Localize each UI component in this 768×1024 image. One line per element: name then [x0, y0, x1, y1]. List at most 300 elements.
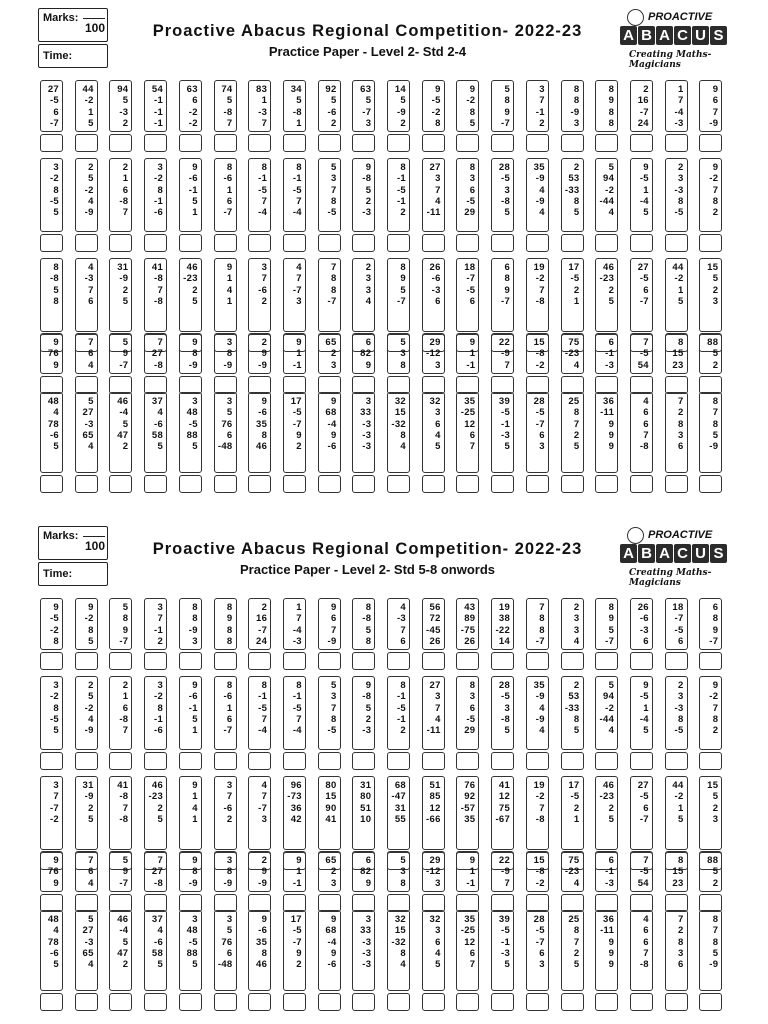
- answer-box[interactable]: [526, 752, 549, 770]
- answer-box[interactable]: [248, 993, 271, 1011]
- problem-number: 8: [296, 680, 302, 691]
- answer-box[interactable]: [595, 993, 618, 1011]
- marks-label: Marks:: [43, 12, 79, 24]
- problem-number: 7: [504, 877, 511, 889]
- answer-box[interactable]: [561, 475, 584, 493]
- problem-number: 5: [192, 441, 198, 453]
- problem-number: -2: [188, 106, 198, 118]
- numbers-box: [75, 258, 98, 332]
- answer-box[interactable]: [422, 652, 445, 670]
- answer-box[interactable]: [283, 475, 306, 493]
- problem-number: -23: [599, 273, 615, 285]
- problem-number: 8: [712, 396, 719, 407]
- answer-box[interactable]: [456, 652, 479, 670]
- answer-box[interactable]: [179, 134, 202, 152]
- problem-number: 5: [504, 84, 511, 95]
- numbers-box: [595, 80, 618, 132]
- answer-box[interactable]: [144, 234, 167, 252]
- answer-box[interactable]: [214, 475, 237, 493]
- answer-box[interactable]: [665, 475, 688, 493]
- problem-number: 5: [122, 337, 129, 348]
- problem-number: -1: [396, 195, 406, 207]
- problem-number: 1: [122, 173, 129, 185]
- answer-box[interactable]: [526, 134, 549, 152]
- answer-box[interactable]: [40, 993, 63, 1011]
- problem-number: 4: [88, 713, 94, 725]
- numbers-box: [179, 598, 202, 650]
- answer-box[interactable]: [699, 134, 722, 152]
- problem-number: 72: [429, 613, 441, 625]
- problem-number: 6: [365, 337, 372, 348]
- answer-box[interactable]: [491, 652, 514, 670]
- problem-number: 8: [469, 680, 476, 691]
- answer-box[interactable]: [144, 993, 167, 1011]
- problem-number: -57: [460, 802, 476, 814]
- answer-box[interactable]: [699, 475, 722, 493]
- numbers-box: [491, 392, 514, 473]
- answer-box[interactable]: [630, 752, 653, 770]
- problem-number: -1: [501, 418, 511, 430]
- problem-number: 8: [53, 262, 59, 273]
- problem-number: 7: [261, 791, 268, 803]
- problem-number: 54: [637, 877, 649, 889]
- problem-number: 36: [290, 802, 302, 814]
- answer-box[interactable]: [75, 475, 98, 493]
- logo-letter: B: [638, 26, 655, 45]
- answer-box[interactable]: [75, 134, 98, 152]
- logo-letter: U: [692, 544, 709, 563]
- problem-number: -2: [535, 273, 545, 285]
- answer-box[interactable]: [248, 475, 271, 493]
- answer-box[interactable]: [630, 475, 653, 493]
- numbers-box: [526, 158, 549, 232]
- problem-number: 4: [643, 914, 649, 925]
- answer-box[interactable]: [214, 652, 237, 670]
- problem-number: 47: [117, 947, 129, 959]
- answer-box[interactable]: [387, 134, 410, 152]
- answer-box[interactable]: [352, 752, 375, 770]
- problem-number: 92: [325, 84, 337, 95]
- answer-box[interactable]: [109, 134, 132, 152]
- answer-box[interactable]: [144, 134, 167, 152]
- answer-box[interactable]: [144, 752, 167, 770]
- answer-box[interactable]: [630, 234, 653, 252]
- problem-number: 9: [192, 680, 198, 691]
- answer-box[interactable]: [40, 652, 63, 670]
- answer-box[interactable]: [40, 134, 63, 152]
- answer-box[interactable]: [283, 652, 306, 670]
- answer-box[interactable]: [491, 752, 514, 770]
- problem-number: 12: [429, 802, 441, 814]
- problem-number: 7: [573, 418, 580, 430]
- answer-box[interactable]: [109, 993, 132, 1011]
- globe-icon: [627, 9, 644, 26]
- problem-number: 9: [226, 613, 233, 625]
- problem-number: 4: [573, 877, 580, 889]
- page-title: Proactive Abacus Regional Competition- 2022-23: [152, 540, 583, 558]
- problem-number: 5: [608, 162, 615, 173]
- answer-box[interactable]: [318, 652, 341, 670]
- problem-number: 2: [296, 959, 302, 971]
- problem-number: -8: [49, 273, 59, 285]
- answer-box[interactable]: [109, 752, 132, 770]
- problem-number: 6: [365, 855, 372, 866]
- answer-box[interactable]: [491, 134, 514, 152]
- problem-number: 51: [429, 780, 441, 791]
- answer-box[interactable]: [387, 993, 410, 1011]
- answer-box[interactable]: [109, 652, 132, 670]
- problem-number: 48: [186, 407, 198, 419]
- answer-box[interactable]: [595, 475, 618, 493]
- problem-number: 28: [498, 162, 511, 173]
- answer-box[interactable]: [526, 993, 549, 1011]
- problem-number: -9: [258, 877, 268, 889]
- answer-box[interactable]: [40, 234, 63, 252]
- problem-number: 4: [88, 359, 94, 371]
- problem-number: -48: [217, 959, 233, 971]
- problem-number: -9: [535, 173, 545, 185]
- answer-box[interactable]: [144, 475, 167, 493]
- marks-fraction-line: [83, 18, 105, 19]
- problem-number: 8: [573, 95, 580, 107]
- answer-box[interactable]: [387, 652, 410, 670]
- answer-box[interactable]: [40, 475, 63, 493]
- numbers-box: [214, 158, 237, 232]
- problem-number: 1: [226, 184, 233, 196]
- logo-letter: S: [710, 26, 727, 45]
- answer-box[interactable]: [318, 475, 341, 493]
- numbers-box: [387, 333, 410, 374]
- problem-number: 5: [400, 95, 406, 107]
- answer-box[interactable]: [75, 652, 98, 670]
- problem-number: 9: [296, 947, 302, 959]
- problem-number: 6: [226, 713, 233, 725]
- answer-box[interactable]: [456, 234, 479, 252]
- numbers-box: [109, 676, 132, 750]
- numbers-box: [248, 776, 271, 850]
- problem-number: 9: [53, 855, 59, 866]
- problem-number: 2: [296, 441, 302, 453]
- answer-box[interactable]: [248, 752, 271, 770]
- problem-number: -5: [292, 184, 302, 196]
- answer-box[interactable]: [526, 652, 549, 670]
- problem-number: 9: [365, 162, 372, 173]
- numbers-box: [352, 676, 375, 750]
- answer-box[interactable]: [318, 752, 341, 770]
- problem-number: 8: [678, 713, 684, 725]
- answer-box[interactable]: [179, 652, 202, 670]
- problem-number: -5: [431, 95, 441, 107]
- numbers-box: [352, 776, 375, 850]
- marks-fraction-line: [83, 536, 105, 537]
- numbers-box: [75, 851, 98, 892]
- problem-number: 7: [88, 284, 94, 296]
- answer-box[interactable]: [179, 234, 202, 252]
- problem-number: 8: [157, 184, 164, 196]
- problem-number: 8: [400, 359, 406, 371]
- numbers-box: [526, 392, 549, 473]
- problem-number: 1: [122, 691, 129, 703]
- problem-number: 1: [88, 106, 94, 118]
- problem-number: 19: [498, 602, 511, 613]
- answer-box[interactable]: [352, 234, 375, 252]
- answer-box[interactable]: [699, 652, 722, 670]
- numbers-box: [75, 333, 98, 374]
- numbers-box: [456, 392, 479, 473]
- problem-number: -32: [391, 418, 406, 430]
- problem-number: 35: [464, 813, 476, 825]
- problem-number: -9: [84, 791, 94, 803]
- answer-box[interactable]: [526, 234, 549, 252]
- answer-box[interactable]: [214, 752, 237, 770]
- problem-number: -3: [639, 624, 649, 636]
- problem-number: 8: [331, 195, 337, 207]
- problem-number: 9: [331, 914, 337, 925]
- answer-box[interactable]: [665, 134, 688, 152]
- problem-number: 2: [122, 117, 129, 129]
- answer-box[interactable]: [491, 475, 514, 493]
- problem-number: 5: [192, 959, 198, 971]
- problem-number: -8: [639, 441, 649, 453]
- problem-number: 8: [400, 877, 406, 889]
- problem-number: 2: [88, 680, 94, 691]
- answer-box[interactable]: [595, 752, 618, 770]
- answer-box[interactable]: [283, 134, 306, 152]
- answer-box[interactable]: [561, 234, 584, 252]
- numbers-box: [214, 910, 237, 991]
- problem-number: 5: [88, 173, 94, 185]
- answer-box[interactable]: [318, 134, 341, 152]
- answer-box[interactable]: [387, 234, 410, 252]
- answer-box[interactable]: [109, 234, 132, 252]
- answer-box[interactable]: [214, 234, 237, 252]
- numbers-box: [352, 598, 375, 650]
- answer-box[interactable]: [422, 475, 445, 493]
- problem-number: -7: [535, 418, 545, 430]
- problem-number: 29: [429, 855, 441, 866]
- problem-number: 55: [394, 813, 406, 825]
- problem-number: 5: [88, 813, 94, 825]
- answer-box[interactable]: [352, 475, 375, 493]
- problem-number: -8: [154, 273, 164, 285]
- answer-box[interactable]: [630, 134, 653, 152]
- problem-number: 17: [568, 262, 580, 273]
- problem-number: 7: [226, 117, 233, 129]
- numbers-box: [665, 258, 688, 332]
- problem-number: 39: [498, 396, 511, 407]
- answer-box[interactable]: [283, 993, 306, 1011]
- marks-box: [38, 8, 108, 42]
- problem-number: 7: [296, 273, 302, 285]
- problem-number: 3: [400, 348, 406, 360]
- answer-box[interactable]: [248, 652, 271, 670]
- numbers-box: [526, 80, 549, 132]
- answer-box[interactable]: [561, 652, 584, 670]
- answer-box[interactable]: [214, 134, 237, 152]
- answer-box[interactable]: [352, 134, 375, 152]
- numbers-box: [352, 910, 375, 991]
- answer-box[interactable]: [456, 993, 479, 1011]
- problem-number: 9: [122, 348, 129, 360]
- problem-number: 8: [678, 936, 684, 948]
- problem-number: -7: [119, 635, 129, 647]
- answer-box[interactable]: [699, 234, 722, 252]
- answer-box[interactable]: [595, 234, 618, 252]
- problem-number: 3: [678, 429, 684, 441]
- answer-box[interactable]: [561, 134, 584, 152]
- answer-box[interactable]: [352, 652, 375, 670]
- answer-box[interactable]: [352, 993, 375, 1011]
- problem-number: -7: [49, 802, 59, 814]
- numbers-box: [248, 158, 271, 232]
- numbers-box: [214, 851, 237, 892]
- problem-number: -4: [327, 936, 337, 948]
- problem-number: -1: [396, 691, 406, 703]
- problem-number: 7: [712, 925, 719, 937]
- numbers-box: [491, 776, 514, 850]
- problem-number: 2: [365, 195, 372, 207]
- problem-number: 9: [469, 84, 476, 95]
- answer-box[interactable]: [283, 234, 306, 252]
- answer-box[interactable]: [491, 993, 514, 1011]
- answer-box[interactable]: [422, 993, 445, 1011]
- problem-number: 74: [221, 84, 233, 95]
- problem-number: -1: [535, 106, 545, 118]
- numbers-box: [387, 158, 410, 232]
- answer-box[interactable]: [491, 234, 514, 252]
- problem-number: 8: [261, 947, 268, 959]
- problem-number: 1: [469, 348, 476, 360]
- problem-number: -3: [674, 117, 684, 129]
- answer-box[interactable]: [179, 475, 202, 493]
- problem-number: -2: [188, 117, 198, 129]
- answer-box[interactable]: [456, 475, 479, 493]
- problem-number: 5: [678, 295, 684, 307]
- problem-number: 6: [678, 635, 684, 647]
- problem-number: -7: [535, 936, 545, 948]
- answer-box[interactable]: [665, 652, 688, 670]
- answer-box[interactable]: [422, 234, 445, 252]
- answer-box[interactable]: [248, 134, 271, 152]
- numbers-box: [318, 910, 341, 991]
- answer-box[interactable]: [179, 993, 202, 1011]
- problem-number: 3: [192, 396, 198, 407]
- problem-number: 68: [325, 925, 337, 937]
- problem-number: 5: [608, 680, 615, 691]
- problem-number: 41: [117, 780, 129, 791]
- answer-box[interactable]: [214, 993, 237, 1011]
- answer-box[interactable]: [561, 752, 584, 770]
- answer-box[interactable]: [109, 475, 132, 493]
- problem-number: 35: [533, 162, 545, 173]
- problem-number: 89: [464, 613, 476, 625]
- problem-number: 9: [712, 162, 719, 173]
- problem-number: -1: [501, 936, 511, 948]
- problem-number: 9: [643, 680, 649, 691]
- problem-number: -67: [495, 813, 511, 825]
- problem-number: 3: [435, 359, 441, 371]
- answer-box[interactable]: [75, 993, 98, 1011]
- problem-number: 7: [296, 195, 302, 207]
- answer-box[interactable]: [283, 752, 306, 770]
- problem-number: 8: [712, 195, 719, 207]
- answer-box[interactable]: [144, 652, 167, 670]
- answer-box[interactable]: [699, 752, 722, 770]
- problem-number: -23: [148, 791, 164, 803]
- logo-letter: B: [638, 544, 655, 563]
- answer-box[interactable]: [75, 752, 98, 770]
- problem-number: -9: [501, 348, 511, 360]
- problem-number: 5: [365, 184, 372, 196]
- answer-box[interactable]: [630, 652, 653, 670]
- problem-number: 5: [192, 295, 198, 307]
- numbers-box: [214, 598, 237, 650]
- problem-number: -8: [154, 877, 164, 889]
- answer-box[interactable]: [248, 234, 271, 252]
- answer-box[interactable]: [75, 234, 98, 252]
- answer-box[interactable]: [595, 134, 618, 152]
- answer-box[interactable]: [387, 752, 410, 770]
- numbers-box: [699, 80, 722, 132]
- numbers-box: [40, 80, 63, 132]
- answer-box[interactable]: [318, 234, 341, 252]
- answer-box[interactable]: [40, 752, 63, 770]
- problem-number: 46: [256, 441, 268, 453]
- problem-number: 7: [331, 702, 337, 714]
- problem-number: 5: [712, 947, 719, 959]
- problem-number: -5: [327, 725, 337, 737]
- problem-number: -2: [84, 184, 94, 196]
- problem-number: -7: [639, 106, 649, 118]
- problem-number: 15: [394, 925, 406, 937]
- problem-number: -6: [223, 802, 233, 814]
- problem-number: 5: [53, 441, 59, 453]
- problem-number: 7: [643, 337, 649, 348]
- answer-box[interactable]: [630, 993, 653, 1011]
- numbers-box: [422, 776, 445, 850]
- answer-box[interactable]: [318, 993, 341, 1011]
- answer-box[interactable]: [179, 752, 202, 770]
- answer-box[interactable]: [665, 993, 688, 1011]
- logo-letter: C: [674, 544, 691, 563]
- problem-number: 3: [678, 173, 684, 185]
- problem-number: -1: [605, 866, 615, 878]
- problem-number: -73: [287, 791, 302, 803]
- answer-box[interactable]: [665, 234, 688, 252]
- answer-box[interactable]: [526, 475, 549, 493]
- answer-box[interactable]: [561, 993, 584, 1011]
- answer-box[interactable]: [387, 475, 410, 493]
- answer-box[interactable]: [595, 652, 618, 670]
- problem-number: 8: [504, 273, 511, 285]
- problem-number: 31: [394, 802, 406, 814]
- problem-number: -44: [599, 195, 615, 207]
- answer-box[interactable]: [699, 993, 722, 1011]
- numbers-box: [456, 80, 479, 132]
- problem-number: 58: [151, 947, 164, 959]
- problem-number: -8: [535, 348, 545, 360]
- problem-number: 2: [643, 84, 649, 95]
- numbers-box: [109, 392, 132, 473]
- problem-number: 8: [192, 602, 198, 613]
- answer-box[interactable]: [456, 752, 479, 770]
- answer-box[interactable]: [456, 134, 479, 152]
- answer-box[interactable]: [422, 752, 445, 770]
- problem-number: 15: [707, 780, 719, 791]
- answer-box[interactable]: [665, 752, 688, 770]
- answer-box[interactable]: [422, 134, 445, 152]
- marks-label: Marks:: [43, 530, 79, 542]
